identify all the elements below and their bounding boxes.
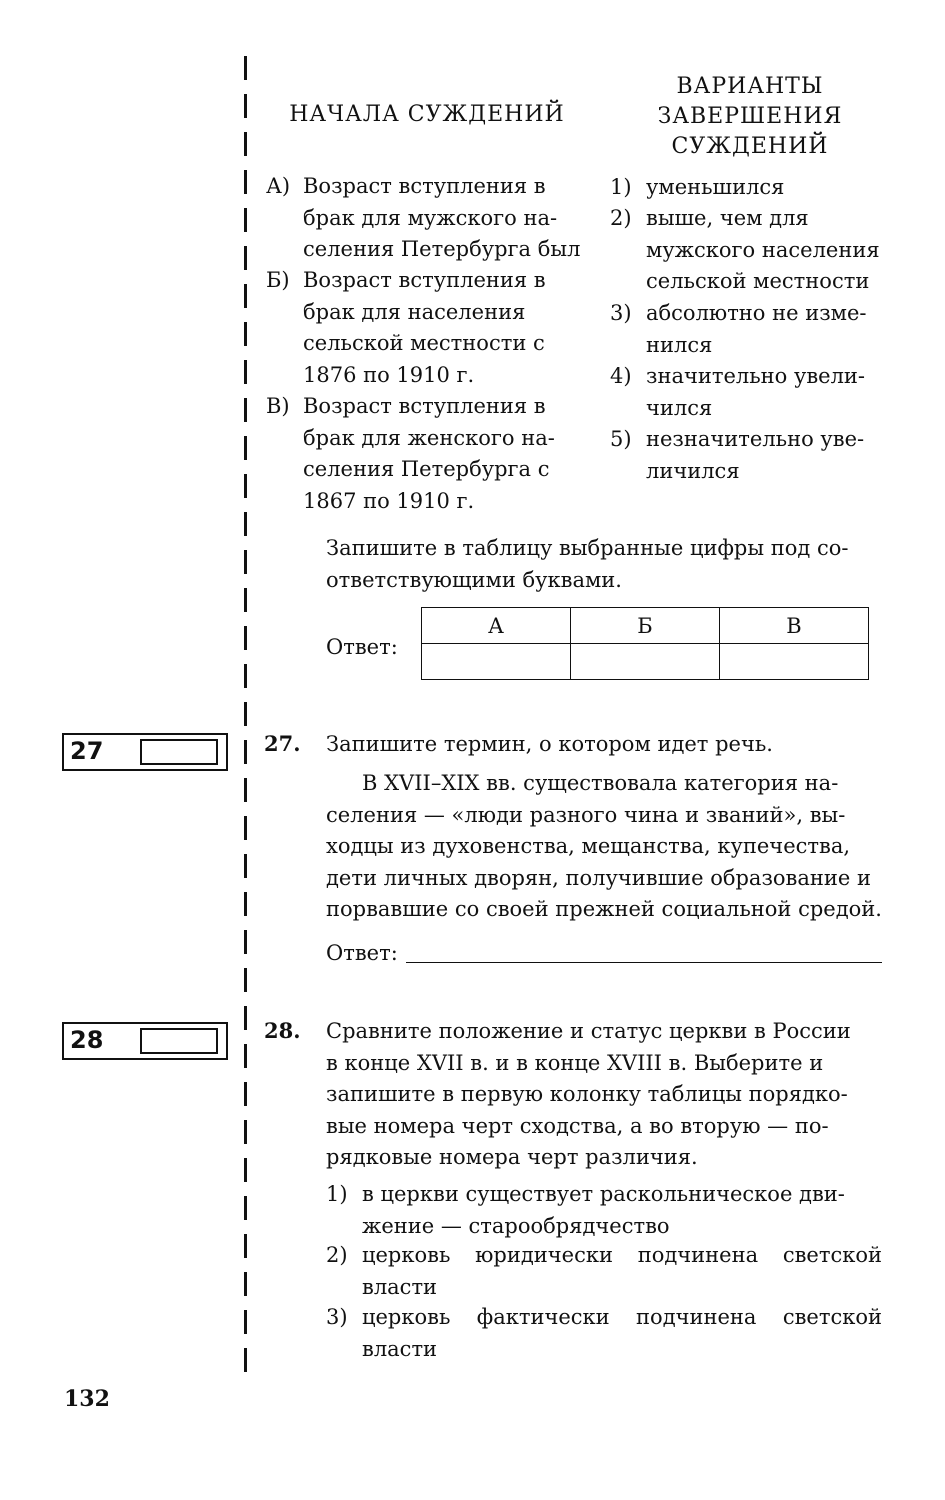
answer-table (421, 607, 869, 680)
answer-cell-b[interactable] (571, 644, 720, 680)
item-line: селения Петербурга с (303, 457, 550, 481)
item-line: выше, чем для (646, 206, 809, 230)
item-line: 1876 по 1910 г. (303, 362, 475, 387)
item-line: селения Петербурга был (303, 237, 581, 261)
item-label: 3) (326, 1305, 348, 1329)
item-line: незначительно уве- (646, 427, 865, 451)
table-header-a: А (422, 608, 571, 644)
item-line: жение — старообрядчество (362, 1213, 670, 1238)
column-header-endings (630, 72, 870, 162)
cut-line (244, 1158, 247, 1182)
cut-line (244, 740, 247, 764)
prompt-line: вые номера черт сходства, а во вторую — по- (326, 1113, 829, 1138)
table-header-b: Б (571, 608, 720, 644)
item-label: 5) (610, 427, 632, 451)
item-line: власти (362, 1274, 438, 1299)
cut-line (244, 702, 247, 726)
prompt-line: Сравните положение и статус церкви в России (326, 1019, 851, 1043)
item-line: нился (646, 332, 713, 357)
item-label: 4) (610, 364, 632, 388)
cut-line (244, 930, 247, 954)
cut-line (244, 512, 247, 536)
item-label: Б) (266, 268, 290, 292)
item-line: уменьшился (646, 175, 785, 199)
matching-instruction (326, 533, 882, 596)
item-line: Возраст вступления в (303, 268, 546, 292)
text-line: порвавшие со своей прежней социальной средой. (326, 897, 882, 921)
item-line: абсолютно не изме- (646, 301, 867, 325)
cut-line (244, 588, 247, 612)
cut-line (244, 1082, 247, 1106)
item-label: В) (266, 394, 290, 418)
item-label: 1) (610, 175, 632, 199)
cut-line (244, 284, 247, 308)
answer-box-28 (62, 1022, 228, 1060)
answer-box-27 (62, 733, 228, 771)
page-number: 132 (64, 1386, 110, 1412)
text-line: селения — «люди разного чина и званий», вы- (326, 802, 846, 827)
cut-line (244, 360, 247, 384)
cut-line (244, 1006, 247, 1030)
answer-line[interactable] (406, 962, 882, 963)
instruction-line: ответствующими буквами. (326, 567, 622, 592)
cut-line (244, 246, 247, 270)
cut-line (244, 968, 247, 992)
cut-line (244, 1272, 247, 1296)
item-line: брак для мужского на- (303, 205, 558, 230)
box-number: 28 (70, 1026, 104, 1054)
cut-line (244, 56, 247, 80)
item-label: 2) (610, 206, 632, 230)
column-header-starts: НАЧАЛА СУЖДЕНИЙ (289, 102, 565, 127)
cut-line (244, 436, 247, 460)
item-line: мужского населения (646, 237, 880, 262)
prompt-line: рядковые номера черт различия. (326, 1145, 698, 1169)
cut-line (244, 1196, 247, 1220)
item-line: 1867 по 1910 г. (303, 488, 475, 513)
cut-line (244, 550, 247, 574)
cut-line (244, 778, 247, 802)
item-label: 1) (326, 1182, 348, 1206)
item-line: сельской местности (646, 269, 870, 293)
box-number: 27 (70, 737, 104, 765)
cut-line (244, 892, 247, 916)
text-line: дети личных дворян, получившие образование и (326, 865, 871, 890)
cut-line (244, 398, 247, 422)
answer-cell-a[interactable] (422, 644, 571, 680)
cut-line (244, 1234, 247, 1258)
cut-line (244, 474, 247, 498)
answer-cell-v[interactable] (720, 644, 869, 680)
header-line: ВАРИАНТЫ (676, 74, 824, 99)
item-line: Возраст вступления в (303, 174, 546, 198)
answer-box-cell[interactable] (140, 1028, 218, 1054)
text-line: В XVII–XIX вв. существовала категория на- (362, 771, 839, 795)
question-number: 27. (264, 731, 301, 756)
cut-line (244, 170, 247, 194)
item-line: сельской местности с (303, 331, 545, 355)
item-line: в церкви существует раскольническое дви- (362, 1182, 845, 1206)
text-line: ходцы из духовенства, мещанства, купечества, (326, 834, 851, 858)
cut-line (244, 816, 247, 840)
item-line: власти (362, 1336, 438, 1361)
item-line: личился (646, 458, 740, 483)
item-label: 3) (610, 301, 632, 325)
question-text (326, 768, 882, 926)
cut-line (244, 1310, 247, 1334)
item-label: 2) (326, 1243, 348, 1267)
cut-line (244, 94, 247, 118)
cut-line (244, 626, 247, 650)
cut-line (244, 664, 247, 688)
cut-line (244, 854, 247, 878)
item-line: значительно увели- (646, 364, 866, 388)
item-line: брак для женского на- (303, 425, 555, 450)
cut-line (244, 132, 247, 156)
question-number: 28. (264, 1018, 301, 1043)
item-line: церковь фактически подчинена светской (362, 1305, 882, 1329)
item-line: брак для населения (303, 299, 526, 324)
item-line: Возраст вступления в (303, 394, 546, 418)
question-prompt (326, 1016, 882, 1174)
table-header-v: В (720, 608, 869, 644)
question-prompt: Запишите термин, о котором идет речь. (326, 732, 773, 756)
cut-line (244, 1120, 247, 1144)
cut-line (244, 1044, 247, 1068)
cut-line (244, 1348, 247, 1372)
cut-line (244, 208, 247, 232)
prompt-line: в конце XVII в. и в конце XVIII в. Выберите и (326, 1050, 824, 1075)
item-line: церковь юридически подчинена светской (362, 1243, 882, 1267)
answer-label: Ответ: (326, 941, 398, 965)
answer-label: Ответ: (326, 635, 398, 659)
header-line: СУЖДЕНИЙ (671, 134, 829, 159)
header-line: ЗАВЕРШЕНИЯ (657, 104, 843, 129)
answer-box-cell[interactable] (140, 739, 218, 765)
prompt-line: запишите в первую колонку таблицы порядко- (326, 1082, 848, 1106)
instruction-line: Запишите в таблицу выбранные цифры под со- (326, 536, 849, 560)
item-line: чился (646, 395, 713, 420)
item-label: А) (266, 174, 291, 198)
cut-line (244, 322, 247, 346)
